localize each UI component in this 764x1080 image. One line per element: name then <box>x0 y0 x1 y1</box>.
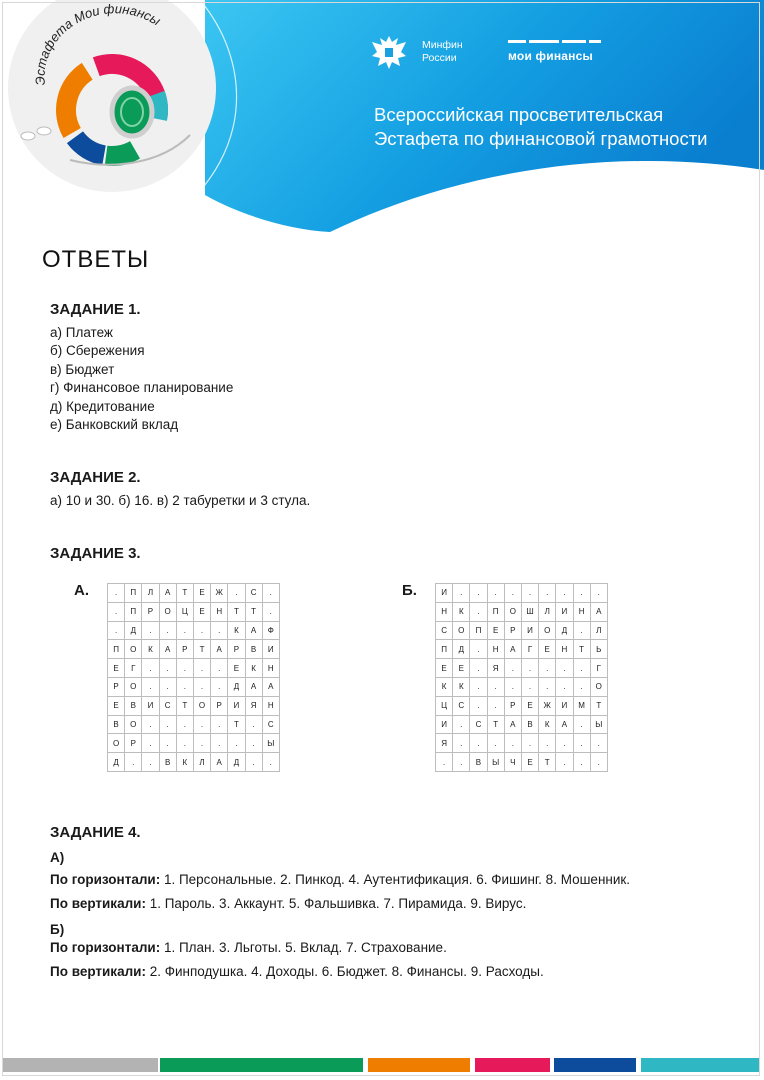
grid-cell: . <box>142 659 159 678</box>
grid-cell: О <box>453 621 470 640</box>
grid-cell: А <box>159 640 176 659</box>
grid-cell: . <box>521 677 538 696</box>
grid-cell: О <box>193 696 210 715</box>
grid-cell: И <box>436 584 453 603</box>
grid-cell: . <box>470 696 487 715</box>
task-3-heading: ЗАДАНИЕ 3. <box>50 545 141 562</box>
relay-logo <box>0 0 240 205</box>
grid-cell: . <box>539 677 556 696</box>
grid-cell: . <box>211 734 228 753</box>
grid-cell: . <box>211 659 228 678</box>
grid-cell: . <box>590 753 607 772</box>
grid-cell: . <box>470 602 487 621</box>
grid-cell: . <box>453 715 470 734</box>
grid-cell: И <box>556 602 573 621</box>
grid-cell: . <box>262 753 279 772</box>
grid-cell: С <box>159 696 176 715</box>
grid-cell: Д <box>125 621 142 640</box>
grid-cell: . <box>573 753 590 772</box>
grid-cell: . <box>487 677 504 696</box>
grid-cell: Е <box>108 696 125 715</box>
grid-cell: . <box>159 734 176 753</box>
grid-cell: . <box>470 584 487 603</box>
bottom-bar-segment <box>641 1058 760 1072</box>
grid-cell: К <box>539 715 556 734</box>
grid-row <box>436 659 608 678</box>
grid-cell: . <box>159 715 176 734</box>
eagle-emblem-icon <box>368 32 410 72</box>
grid-cell: О <box>125 677 142 696</box>
grid-cell: А <box>262 677 279 696</box>
grid-cell: . <box>470 640 487 659</box>
grid-cell: . <box>556 677 573 696</box>
task-1-answer: в) Бюджет <box>50 361 115 377</box>
grid-cell: . <box>108 584 125 603</box>
grid-cell: . <box>193 677 210 696</box>
grid-cell: О <box>539 621 556 640</box>
grid-cell: . <box>573 659 590 678</box>
grid-cell: А <box>211 640 228 659</box>
grid-cell: Ж <box>211 584 228 603</box>
vertical-label: По вертикали: <box>50 896 146 911</box>
grid-cell: Я <box>245 696 262 715</box>
grid-row <box>436 734 608 753</box>
grid-cell: Е <box>228 659 245 678</box>
grid-cell: И <box>521 621 538 640</box>
grid-row <box>436 602 608 621</box>
grid-cell: . <box>573 715 590 734</box>
grid-cell: Ы <box>590 715 607 734</box>
grid-cell: Я <box>436 734 453 753</box>
grid-cell: А <box>159 584 176 603</box>
grid-cell: Р <box>108 677 125 696</box>
grid-cell: Н <box>211 602 228 621</box>
grid-cell: Ь <box>590 640 607 659</box>
grid-cell: Ч <box>504 753 521 772</box>
vertical-answers: 1. Пароль. 3. Аккаунт. 5. Фальшивка. 7. Пирамида. 9. Вирус. <box>145 896 527 911</box>
grid-cell: Т <box>245 602 262 621</box>
grid-cell: . <box>142 677 159 696</box>
grid-cell: Л <box>590 621 607 640</box>
grid-cell: И <box>436 715 453 734</box>
grid-row <box>108 715 280 734</box>
grid-cell: . <box>211 715 228 734</box>
task-2-answer: а) 10 и 30. б) 16. в) 2 табуретки и 3 стула. <box>50 493 311 508</box>
grid-cell: О <box>590 677 607 696</box>
grid-cell: . <box>470 677 487 696</box>
grid-cell: . <box>245 734 262 753</box>
bottom-bar-segment <box>160 1058 363 1072</box>
logo-text: Эстафета Мои финансы <box>32 1 164 86</box>
grid-cell: Т <box>539 753 556 772</box>
grid-cell: Н <box>556 640 573 659</box>
task-1-answer: д) Кредитование <box>50 398 155 414</box>
grid-cell: . <box>487 696 504 715</box>
grid-cell: С <box>262 715 279 734</box>
grid-cell: Т <box>228 602 245 621</box>
grid-cell: Т <box>176 696 193 715</box>
grid-cell: Н <box>487 640 504 659</box>
grid-cell: Д <box>108 753 125 772</box>
grid-cell: . <box>573 621 590 640</box>
grid-cell: С <box>245 584 262 603</box>
grid-row <box>436 696 608 715</box>
grid-cell: И <box>556 696 573 715</box>
grid-cell: К <box>228 621 245 640</box>
task-1 <box>50 301 233 434</box>
grid-cell: . <box>176 677 193 696</box>
grid-row <box>108 677 280 696</box>
grid-cell: . <box>539 734 556 753</box>
header-title-line-1: Всероссийская просветительская <box>374 104 664 125</box>
grid-cell: А <box>504 715 521 734</box>
task-4-heading: ЗАДАНИЕ 4. <box>50 824 141 841</box>
grid-cell: П <box>487 602 504 621</box>
grid-cell: . <box>470 659 487 678</box>
grid-cell: Т <box>228 715 245 734</box>
part-b-horizontal <box>50 939 630 957</box>
grid-cell: . <box>504 677 521 696</box>
grid-cell: . <box>176 621 193 640</box>
grid-cell: . <box>504 584 521 603</box>
grid-cell: С <box>470 715 487 734</box>
grid-cell: Д <box>556 621 573 640</box>
grid-cell: Ы <box>262 734 279 753</box>
grid-cell: Г <box>521 640 538 659</box>
grid-cell: . <box>521 659 538 678</box>
grid-cell: Р <box>228 640 245 659</box>
grid-cell: А <box>504 640 521 659</box>
grid-cell: Е <box>193 602 210 621</box>
grid-row <box>108 696 280 715</box>
task-2 <box>50 469 310 510</box>
grid-cell: П <box>436 640 453 659</box>
grid-cell: . <box>159 621 176 640</box>
grid-cell: Е <box>453 659 470 678</box>
grid-cell: . <box>504 734 521 753</box>
grid-cell: П <box>108 640 125 659</box>
grid-cell: Т <box>590 696 607 715</box>
grid-row <box>436 584 608 603</box>
bottom-bar-segment <box>3 1058 158 1072</box>
grid-row <box>108 753 280 772</box>
grid-cell: . <box>262 584 279 603</box>
grid-cell: Е <box>193 584 210 603</box>
grid-cell: А <box>245 621 262 640</box>
grid-cell: К <box>142 640 159 659</box>
grid-cell: . <box>556 584 573 603</box>
grid-cell: Г <box>125 659 142 678</box>
grid-cell: Л <box>539 602 556 621</box>
grid-cell: . <box>573 584 590 603</box>
grid-cell: И <box>262 640 279 659</box>
grid-cell: . <box>556 753 573 772</box>
grid-cell: Т <box>573 640 590 659</box>
grid-cell: . <box>453 584 470 603</box>
grid-cell: Е <box>436 659 453 678</box>
grid-cell: . <box>193 621 210 640</box>
grid-cell: М <box>573 696 590 715</box>
grid-row <box>436 715 608 734</box>
grid-cell: Н <box>262 696 279 715</box>
grid-cell: Д <box>228 677 245 696</box>
grid-cell: . <box>228 734 245 753</box>
grid-cell: Ф <box>262 621 279 640</box>
bottom-bar-segment <box>554 1058 636 1072</box>
part-a-horizontal <box>50 871 630 889</box>
grid-cell: . <box>521 734 538 753</box>
grid-cell: О <box>159 602 176 621</box>
grid-cell: Е <box>521 753 538 772</box>
horizontal-label: По горизонтали: <box>50 872 161 887</box>
grid-cell: К <box>176 753 193 772</box>
grid-cell: . <box>539 584 556 603</box>
grid-row <box>436 621 608 640</box>
grid-cell: Е <box>539 640 556 659</box>
grid-cell: С <box>453 696 470 715</box>
grid-cell: Е <box>521 696 538 715</box>
grid-cell: . <box>108 602 125 621</box>
grid-cell: . <box>573 734 590 753</box>
grid-cell: . <box>159 659 176 678</box>
grid-cell: . <box>453 734 470 753</box>
brand-logo <box>508 40 601 63</box>
ministry-logo <box>368 32 482 72</box>
grid-row <box>108 734 280 753</box>
grid-cell: . <box>193 715 210 734</box>
grid-cell: . <box>556 734 573 753</box>
part-a-vertical <box>50 895 630 913</box>
grid-cell: О <box>108 734 125 753</box>
part-a-label: А) <box>50 850 65 865</box>
grid-cell: . <box>176 734 193 753</box>
grid-row <box>436 677 608 696</box>
grid-cell: . <box>193 734 210 753</box>
grid-cell: . <box>142 753 159 772</box>
grid-cell: . <box>436 753 453 772</box>
grid-cell: . <box>142 621 159 640</box>
grid-cell: В <box>521 715 538 734</box>
grid-cell: Т <box>176 584 193 603</box>
grid-row <box>108 659 280 678</box>
grid-cell: . <box>487 584 504 603</box>
grid-cell: . <box>245 715 262 734</box>
grid-cell: Р <box>504 621 521 640</box>
grid-cell: . <box>176 715 193 734</box>
brand-bars-icon <box>508 40 601 43</box>
grid-cell: К <box>453 602 470 621</box>
grid-cell: Н <box>262 659 279 678</box>
ministry-line-1: Минфин <box>422 39 463 51</box>
page-title: ОТВЕТЫ <box>42 246 150 273</box>
grid-row <box>108 602 280 621</box>
grid-cell: . <box>142 715 159 734</box>
grid-cell: Ц <box>436 696 453 715</box>
grid-cell: . <box>176 659 193 678</box>
grid-row <box>436 753 608 772</box>
grid-cell: . <box>453 753 470 772</box>
grid-cell: . <box>556 659 573 678</box>
grid-cell: . <box>573 677 590 696</box>
grid-cell: Л <box>193 753 210 772</box>
grid-cell: . <box>245 753 262 772</box>
grid-cell: . <box>539 659 556 678</box>
grid-cell: В <box>125 696 142 715</box>
grid-cell: О <box>125 715 142 734</box>
grid-cell: Г <box>590 659 607 678</box>
grid-cell: Р <box>176 640 193 659</box>
grid-cell: Р <box>142 602 159 621</box>
horizontal-answers: 1. План. 3. Льготы. 5. Вклад. 7. Страхование. <box>160 940 447 955</box>
grid-cell: . <box>228 584 245 603</box>
grid-cell: . <box>108 621 125 640</box>
vertical-label: По вертикали: <box>50 964 146 979</box>
grid-cell: . <box>470 734 487 753</box>
grid-cell: В <box>159 753 176 772</box>
grid-cell: . <box>125 753 142 772</box>
task-1-answer: а) Платеж <box>50 325 113 340</box>
grid-row <box>108 640 280 659</box>
task-1-answer: б) Сбережения <box>50 343 145 359</box>
grid-cell: К <box>436 677 453 696</box>
horizontal-answers: 1. Персональные. 2. Пинкод. 4. Аутентификация. 6. Фишинг. 8. Мошенник. <box>160 872 631 887</box>
brand-name: мои финансы <box>508 49 593 63</box>
grid-cell: Т <box>487 715 504 734</box>
grid-cell: О <box>125 640 142 659</box>
grid-cell: С <box>436 621 453 640</box>
grid-cell: К <box>453 677 470 696</box>
grid-cell: Я <box>487 659 504 678</box>
grid-row <box>108 584 280 603</box>
grid-cell: . <box>159 677 176 696</box>
grid-cell: . <box>590 734 607 753</box>
grid-cell: Ш <box>521 602 538 621</box>
grid-cell: Д <box>453 640 470 659</box>
grid-cell: Е <box>487 621 504 640</box>
grid-cell: П <box>470 621 487 640</box>
grid-cell: . <box>142 734 159 753</box>
grid-cell: Л <box>142 584 159 603</box>
grid-cell: Ж <box>539 696 556 715</box>
vertical-answers: 2. Финподушка. 4. Доходы. 6. Бюджет. 8. Финансы. 9. Расходы. <box>145 964 544 979</box>
task-1-answer: г) Финансовое планирование <box>50 380 234 396</box>
grid-cell: В <box>108 715 125 734</box>
header-title-line-2: Эстафета по финансовой грамотности <box>374 128 708 149</box>
grid-cell: . <box>211 621 228 640</box>
grid-a-label: А. <box>74 582 89 599</box>
grid-cell: Ц <box>176 602 193 621</box>
grid-cell: Н <box>573 602 590 621</box>
part-b-vertical <box>50 963 630 981</box>
bottom-bar-segment <box>475 1058 550 1072</box>
ministry-line-2: России <box>422 52 457 64</box>
grid-cell: И <box>142 696 159 715</box>
grid-cell: И <box>228 696 245 715</box>
grid-cell: . <box>487 734 504 753</box>
grid-cell: О <box>504 602 521 621</box>
grid-cell: К <box>245 659 262 678</box>
grid-cell: . <box>262 602 279 621</box>
grid-cell: П <box>125 584 142 603</box>
header-title <box>374 103 744 151</box>
grid-cell: А <box>590 602 607 621</box>
task-1-heading: ЗАДАНИЕ 1. <box>50 301 141 318</box>
grid-cell: Е <box>108 659 125 678</box>
grid-cell: Р <box>211 696 228 715</box>
grid-cell: А <box>211 753 228 772</box>
grid-cell: Р <box>125 734 142 753</box>
grid-cell: В <box>470 753 487 772</box>
grid-row <box>108 621 280 640</box>
grid-cell: Д <box>228 753 245 772</box>
grid-cell: . <box>590 584 607 603</box>
grid-cell: . <box>504 659 521 678</box>
grid-row <box>436 640 608 659</box>
grid-cell: В <box>245 640 262 659</box>
grid-cell: Н <box>436 602 453 621</box>
wordsearch-grid-b <box>435 583 608 772</box>
grid-cell: Р <box>504 696 521 715</box>
wordsearch-grid-a <box>107 583 280 772</box>
grid-cell: Т <box>193 640 210 659</box>
grid-b-label: Б. <box>402 582 417 599</box>
task-1-answer: е) Банковский вклад <box>50 417 179 433</box>
bottom-bar-segment <box>368 1058 470 1072</box>
grid-cell: А <box>245 677 262 696</box>
grid-cell: Ы <box>487 753 504 772</box>
grid-cell: . <box>521 584 538 603</box>
part-b-label: Б) <box>50 922 65 937</box>
horizontal-label: По горизонтали: <box>50 940 161 955</box>
grid-cell: А <box>556 715 573 734</box>
task-2-heading: ЗАДАНИЕ 2. <box>50 469 141 486</box>
grid-cell: . <box>193 659 210 678</box>
task-3 <box>50 545 141 568</box>
grid-cell: П <box>125 602 142 621</box>
grid-cell: . <box>211 677 228 696</box>
task-4 <box>50 824 630 981</box>
